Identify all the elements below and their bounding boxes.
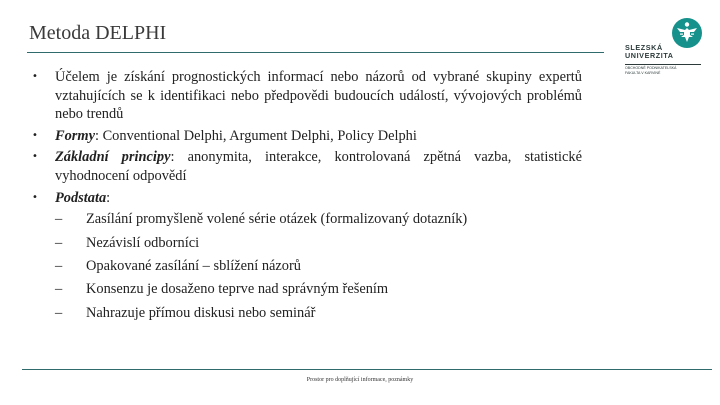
slide-content bbox=[32, 68, 582, 327]
sub-text: Konsenzu je dosaženo teprve nad správným řešením bbox=[86, 281, 389, 298]
bullet-item bbox=[32, 148, 582, 185]
sub-list-item bbox=[32, 234, 582, 253]
bullet-item bbox=[32, 127, 582, 146]
university-name-line2: UNIVERZITA bbox=[625, 51, 674, 60]
bullet-marker: • bbox=[32, 151, 38, 163]
bullet-item bbox=[32, 189, 582, 208]
footer-divider bbox=[22, 369, 712, 370]
sub-list bbox=[32, 210, 582, 322]
university-name bbox=[625, 44, 674, 60]
faculty-name bbox=[625, 64, 701, 76]
bullet-text: : Conventional Delphi, Argument Delphi, Policy Delphi bbox=[94, 127, 417, 144]
bullet-marker: • bbox=[32, 129, 38, 141]
sub-marker: – bbox=[55, 281, 63, 298]
eagle-emblem-icon bbox=[672, 18, 702, 48]
bullet-text: : bbox=[106, 189, 111, 206]
bullet-label: Základní principy bbox=[55, 149, 171, 166]
sub-list-item bbox=[32, 280, 582, 299]
title-divider bbox=[27, 52, 604, 53]
sub-marker: – bbox=[55, 304, 63, 321]
sub-text: Zasílání promyšleně volené série otázek (formalizovaný dotazník) bbox=[86, 211, 468, 228]
sub-marker: – bbox=[55, 257, 63, 274]
sub-list-item bbox=[32, 257, 582, 276]
bullet-label: Formy bbox=[55, 127, 95, 144]
university-logo bbox=[624, 18, 704, 98]
sub-text: Nahrazuje přímou diskusi nebo seminář bbox=[86, 304, 316, 321]
bullet-item bbox=[32, 68, 582, 124]
faculty-name-line2: FAKULTA V KARVINÉ bbox=[625, 70, 661, 75]
sub-list-item bbox=[32, 304, 582, 323]
bullet-marker: • bbox=[32, 191, 38, 203]
sub-text: Nezávislí odborníci bbox=[86, 234, 200, 251]
bullet-marker: • bbox=[32, 71, 38, 82]
footer-note: Prostor pro doplňující informace, poznámky bbox=[306, 377, 414, 383]
bullet-label: Podstata bbox=[55, 189, 107, 206]
university-name-line1: SLEZSKÁ bbox=[625, 43, 663, 52]
sub-marker: – bbox=[55, 234, 63, 251]
sub-marker: – bbox=[55, 211, 63, 228]
sub-text: Opakované zasílání – sblížení názorů bbox=[86, 257, 301, 274]
bullet-text: : anonymita, interakce, kontrolovaná zpětná vazba, statistické vyhodnocení odpovědí bbox=[55, 149, 582, 184]
sub-list-item bbox=[32, 210, 582, 229]
faculty-name-line1: OBCHODNĚ PODNIKATELSKÁ bbox=[625, 66, 677, 70]
slide-title: Metoda DELPHI bbox=[29, 22, 167, 44]
bullet-text: Účelem je získání prognostických informací nebo názorů od vybrané skupiny expertů vztahujících se k identifikaci nebo předpovědi budoucích událostí, vývojových problémů nebo trendů bbox=[55, 69, 582, 123]
